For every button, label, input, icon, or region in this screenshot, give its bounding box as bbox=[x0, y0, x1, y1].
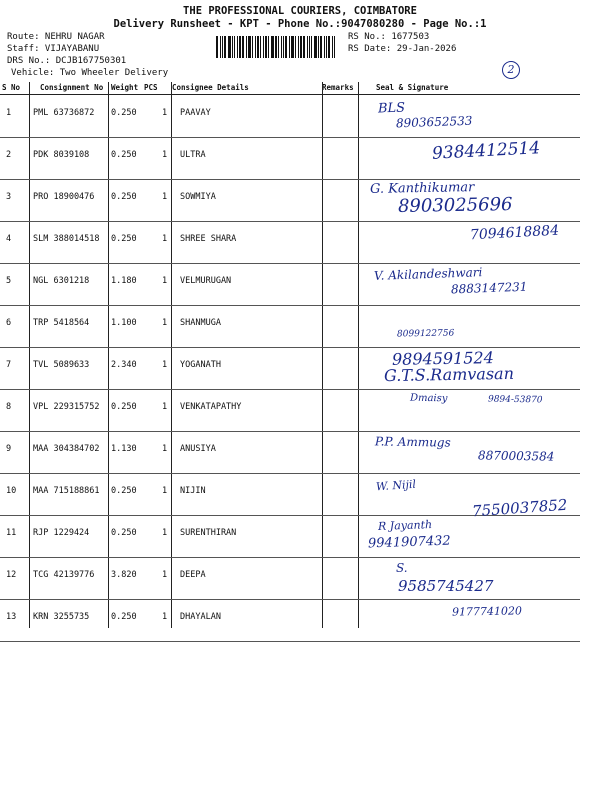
table-row bbox=[0, 347, 580, 390]
row-pcs: 1 bbox=[162, 276, 168, 286]
barcode-bar bbox=[295, 36, 296, 58]
handwritten-phone: 9585745427 bbox=[398, 577, 494, 595]
barcode-bar bbox=[289, 36, 290, 58]
row-pcs: 1 bbox=[162, 150, 168, 160]
row-consignee: ULTRA bbox=[180, 150, 206, 160]
handwritten-phone: 7550037852 bbox=[471, 495, 568, 521]
row-weight: 0.250 bbox=[111, 192, 137, 202]
barcode-bar bbox=[320, 36, 322, 58]
barcode-bar bbox=[224, 36, 226, 58]
barcode-bar bbox=[309, 36, 310, 58]
row-consignee: YOGANATH bbox=[180, 360, 221, 370]
col-seal: Seal & Signature bbox=[376, 83, 449, 92]
table-row bbox=[0, 305, 580, 348]
handwritten-signature: G.T.S.Ramvasan bbox=[383, 363, 515, 386]
row-consignment: TRP 5418564 bbox=[33, 318, 90, 328]
barcode-bar bbox=[307, 36, 308, 58]
page-mark: 2 bbox=[502, 61, 520, 79]
handwritten-phone: 8883147231 bbox=[450, 279, 528, 297]
handwritten-phone: 7094618884 bbox=[469, 222, 560, 244]
row-sno: 6 bbox=[6, 318, 12, 328]
barcode-bar bbox=[328, 36, 330, 58]
barcode-bar bbox=[222, 36, 223, 58]
row-consignment: SLM 388014518 bbox=[33, 234, 100, 244]
col-weight: Weight bbox=[111, 83, 139, 92]
barcode-bar bbox=[252, 36, 253, 58]
col-sno: S No bbox=[2, 83, 21, 92]
col-consignee: Consignee Details bbox=[172, 83, 249, 92]
row-sno: 13 bbox=[6, 612, 17, 622]
barcode-bar bbox=[334, 36, 335, 58]
handwritten-signature: P.P. Ammugs bbox=[374, 434, 451, 450]
row-consignee: NIJIN bbox=[180, 486, 206, 496]
barcode-bar bbox=[314, 36, 317, 58]
handwritten-signature: BLS bbox=[377, 100, 406, 117]
barcode-bar bbox=[260, 36, 261, 58]
row-sno: 1 bbox=[6, 108, 12, 118]
barcode-bar bbox=[263, 36, 264, 58]
row-consignment: NGL 6301218 bbox=[33, 276, 90, 286]
barcode-bar bbox=[285, 36, 287, 58]
row-sno: 9 bbox=[6, 444, 12, 454]
handwritten-signature: S. bbox=[396, 561, 408, 575]
row-sno: 3 bbox=[6, 192, 12, 202]
row-weight: 0.250 bbox=[111, 150, 137, 160]
drs-label: DRS No.: DCJB167750301 bbox=[7, 56, 127, 66]
table-row bbox=[0, 473, 580, 521]
row-weight: 1.100 bbox=[111, 318, 137, 328]
col-remarks: Remarks bbox=[322, 83, 354, 92]
table-row bbox=[0, 599, 580, 642]
row-consignee: VELMURUGAN bbox=[180, 276, 232, 286]
handwritten-phone: 9384412514 bbox=[431, 138, 541, 164]
table-row bbox=[0, 221, 580, 264]
barcode-bar bbox=[239, 36, 241, 58]
barcode-bar bbox=[275, 36, 277, 58]
barcode-bar bbox=[303, 36, 305, 58]
handwritten-signature: R Jayanth bbox=[377, 518, 433, 533]
barcode-bar bbox=[248, 36, 251, 58]
row-consignment: TVL 5089633 bbox=[33, 360, 90, 370]
barcode-bar bbox=[300, 36, 302, 58]
table-row bbox=[0, 263, 580, 306]
row-consignee: SURENTHIRAN bbox=[180, 528, 237, 538]
barcode-bar bbox=[324, 36, 325, 58]
row-weight: 0.250 bbox=[111, 528, 137, 538]
handwritten-signature: W. Nijil bbox=[375, 477, 417, 494]
row-consignment: RJP 1229424 bbox=[33, 528, 90, 538]
row-pcs: 1 bbox=[162, 192, 168, 202]
row-sno: 12 bbox=[6, 570, 17, 580]
row-sno: 11 bbox=[6, 528, 17, 538]
row-consignee: VENKATAPATHY bbox=[180, 402, 242, 412]
row-weight: 0.250 bbox=[111, 486, 137, 496]
col-consignment: Consignment No bbox=[40, 83, 104, 92]
barcode-bar bbox=[318, 36, 319, 58]
barcode-bar bbox=[298, 36, 299, 58]
row-consignment: TCG 42139776 bbox=[33, 570, 95, 580]
table-row bbox=[0, 179, 580, 222]
col-pcs: PCS bbox=[144, 83, 158, 92]
row-consignment: KRN 3255735 bbox=[33, 612, 90, 622]
row-pcs: 1 bbox=[162, 444, 168, 454]
barcode-bar bbox=[234, 36, 235, 58]
barcode-bar bbox=[311, 36, 312, 58]
table-row bbox=[0, 431, 580, 474]
company-title: THE PROFESSIONAL COURIERS, COIMBATORE bbox=[183, 5, 417, 17]
row-weight: 0.250 bbox=[111, 234, 137, 244]
table-row bbox=[0, 389, 580, 432]
row-consignment: VPL 229315752 bbox=[33, 402, 100, 412]
row-pcs: 1 bbox=[162, 360, 168, 370]
handwritten-signature: Dmaisy bbox=[409, 392, 448, 405]
barcode-bar bbox=[216, 36, 218, 58]
barcode-bar bbox=[291, 36, 294, 58]
row-weight: 0.250 bbox=[111, 612, 137, 622]
row-sno: 8 bbox=[6, 402, 12, 412]
route-label: Route: NEHRU NAGAR bbox=[7, 32, 105, 42]
row-pcs: 1 bbox=[162, 612, 168, 622]
handwritten-phone: 9894-53870 bbox=[487, 394, 543, 406]
row-sno: 10 bbox=[6, 486, 17, 496]
table-row bbox=[0, 137, 580, 180]
handwritten-phone: 8099122756 bbox=[396, 328, 455, 340]
row-pcs: 1 bbox=[162, 570, 168, 580]
barcode-bar bbox=[332, 36, 333, 58]
barcode-bar bbox=[237, 36, 238, 58]
table-row bbox=[0, 515, 580, 558]
row-consignee: SHREE SHARA bbox=[180, 234, 237, 244]
barcode-bar bbox=[281, 36, 282, 58]
row-consignee: SHANMUGA bbox=[180, 318, 221, 328]
handwritten-phone: 9177741020 bbox=[451, 604, 523, 619]
handwritten-phone: 8903025696 bbox=[397, 194, 513, 217]
row-consignee: SOWMIYA bbox=[180, 192, 216, 202]
staff-label: Staff: VIJAYABANU bbox=[7, 44, 100, 54]
row-sno: 7 bbox=[6, 360, 12, 370]
barcode bbox=[216, 36, 344, 58]
row-pcs: 1 bbox=[162, 486, 168, 496]
barcode-bar bbox=[265, 36, 267, 58]
row-sno: 2 bbox=[6, 150, 12, 160]
row-weight: 1.130 bbox=[111, 444, 137, 454]
row-consignee: PAAVAY bbox=[180, 108, 211, 118]
row-weight: 0.250 bbox=[111, 108, 137, 118]
row-sno: 4 bbox=[6, 234, 12, 244]
runsheet-subtitle: Delivery Runsheet - KPT - Phone No.:9047080280 - Page No.:1 bbox=[113, 18, 487, 30]
row-pcs: 1 bbox=[162, 528, 168, 538]
row-consignment: MAA 304384702 bbox=[33, 444, 100, 454]
row-pcs: 1 bbox=[162, 234, 168, 244]
table-header bbox=[0, 82, 580, 95]
row-consignment: PDK 8039108 bbox=[33, 150, 90, 160]
row-consignment: PRO 18900476 bbox=[33, 192, 95, 202]
barcode-bar bbox=[271, 36, 274, 58]
row-pcs: 1 bbox=[162, 402, 168, 412]
table-row bbox=[0, 95, 580, 138]
row-consignee: DHAYALAN bbox=[180, 612, 221, 622]
handwritten-phone: 9894591524 bbox=[391, 348, 494, 369]
handwritten-phone: 8870003584 bbox=[477, 448, 555, 464]
row-consignment: PML 63736872 bbox=[33, 108, 95, 118]
row-weight: 1.180 bbox=[111, 276, 137, 286]
handwritten-signature: G. Kanthikumar bbox=[369, 180, 475, 197]
row-weight: 0.250 bbox=[111, 402, 137, 412]
rs-date: RS Date: 29-Jan-2026 bbox=[348, 44, 457, 54]
table-row bbox=[0, 557, 580, 600]
row-consignment: MAA 715188861 bbox=[33, 486, 100, 496]
handwritten-phone: 9941907432 bbox=[367, 533, 451, 552]
rs-number: RS No.: 1677503 bbox=[348, 32, 430, 42]
row-weight: 2.340 bbox=[111, 360, 137, 370]
row-weight: 3.820 bbox=[111, 570, 137, 580]
row-pcs: 1 bbox=[162, 318, 168, 328]
barcode-bar bbox=[242, 36, 244, 58]
barcode-bar bbox=[220, 36, 221, 58]
row-sno: 5 bbox=[6, 276, 12, 286]
row-consignee: DEEPA bbox=[180, 570, 206, 580]
barcode-bar bbox=[283, 36, 284, 58]
row-pcs: 1 bbox=[162, 108, 168, 118]
handwritten-signature: V. Akilandeshwari bbox=[373, 265, 483, 283]
barcode-bar bbox=[246, 36, 247, 58]
barcode-bar bbox=[255, 36, 256, 58]
row-consignee: ANUSIYA bbox=[180, 444, 216, 454]
vehicle-label: Vehicle: Two Wheeler Delivery bbox=[11, 68, 169, 78]
handwritten-phone: 8903652533 bbox=[395, 113, 473, 131]
barcode-bar bbox=[232, 36, 233, 58]
barcode-bar bbox=[268, 36, 269, 58]
barcode-bar bbox=[278, 36, 279, 58]
barcode-bar bbox=[228, 36, 231, 58]
barcode-bar bbox=[326, 36, 327, 58]
barcode-bar bbox=[257, 36, 259, 58]
